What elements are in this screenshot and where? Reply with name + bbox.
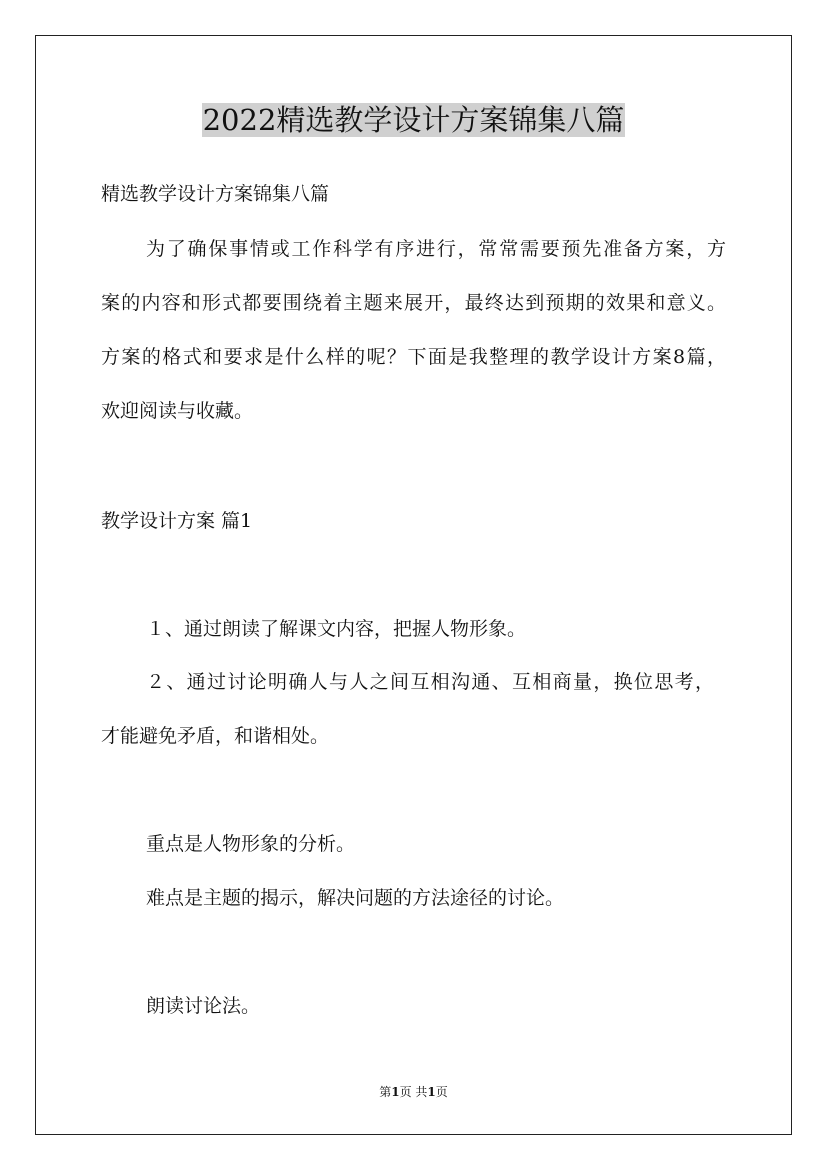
objective-item-1: １、通过朗读了解课文内容，把握人物形象。 <box>146 618 527 640</box>
intro-line-1: 为了确保事情或工作科学有序进行，常常需要预先准备方案，方 <box>146 238 726 260</box>
difficult-point: 难点是主题的揭示，解决问题的方法途径的讨论。 <box>146 887 565 909</box>
footer-suffix: 页 <box>435 1085 448 1099</box>
intro-line-3: 方案的格式和要求是什么样的呢？下面是我整理的教学设计方案8篇， <box>101 346 726 368</box>
footer-prefix: 第 <box>379 1085 392 1099</box>
document-title <box>0 100 827 140</box>
footer-current-page: 1 <box>391 1085 400 1099</box>
footer-middle: 页 共 <box>399 1085 428 1099</box>
document-title-text: 2022精选教学设计方案锦集八篇 <box>202 103 625 137</box>
section-heading: 教学设计方案 篇1 <box>101 510 253 532</box>
objective-item-2-line-1: ２、通过讨论明确人与人之间互相沟通、互相商量，换位思考， <box>146 671 714 693</box>
document-subtitle: 精选教学设计方案锦集八篇 <box>101 183 330 205</box>
page-footer <box>0 1084 827 1100</box>
key-point: 重点是人物形象的分析。 <box>146 833 356 855</box>
footer-total-pages: 1 <box>427 1085 436 1099</box>
objective-item-2-line-2: 才能避免矛盾，和谐相处。 <box>101 725 330 747</box>
teaching-method: 朗读讨论法。 <box>146 995 261 1017</box>
intro-line-2: 案的内容和形式都要围绕着主题来展开，最终达到预期的效果和意义。 <box>101 292 726 314</box>
intro-line-4: 欢迎阅读与收藏。 <box>101 400 254 422</box>
